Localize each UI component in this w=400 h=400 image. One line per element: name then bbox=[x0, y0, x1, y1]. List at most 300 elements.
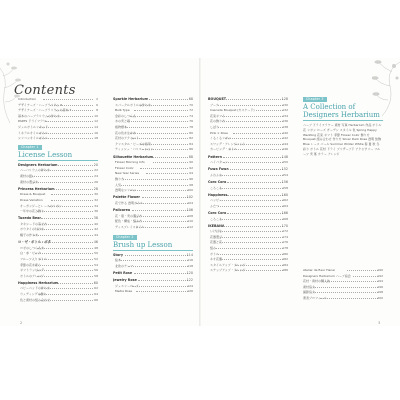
toc-entry-page-number: 178 bbox=[282, 246, 288, 250]
toc-entry-text: ミネラルオイルボトル bbox=[18, 130, 48, 135]
toc-entry-page-number: 52 bbox=[94, 256, 98, 261]
toc-entry bbox=[210, 125, 288, 129]
toc-entry bbox=[115, 284, 193, 288]
toc-entry bbox=[115, 188, 193, 192]
toc-entry bbox=[303, 268, 383, 272]
toc-entry bbox=[115, 258, 193, 262]
toc-entry-page-number: 16 bbox=[94, 130, 98, 135]
toc-entry-page-number: 64 bbox=[94, 292, 98, 296]
toc-entry-text: 花束ギフト bbox=[210, 113, 226, 118]
toc-entry bbox=[115, 142, 193, 146]
toc-section-heading-page-number: 38 bbox=[93, 216, 98, 221]
toc-entry-page-number: 126 bbox=[187, 289, 193, 294]
toc-entry-text: Bulb Type bbox=[115, 108, 130, 113]
toc-section-heading-text: Designers Herbarium bbox=[18, 162, 58, 167]
toc-entry-page-number: 164 bbox=[282, 203, 288, 208]
toc-entry-text: Introduction bbox=[18, 97, 37, 101]
toc-entry-page-number: 80 bbox=[189, 130, 193, 135]
toc-entry bbox=[20, 222, 98, 226]
toc-entry bbox=[115, 171, 193, 175]
toc-entry-text: オーガンジーとレースのリボン bbox=[20, 203, 62, 208]
toc-entry bbox=[210, 119, 288, 123]
chapter-title: Brush up Lesson bbox=[113, 240, 173, 249]
toc-entry-page-number: 130 bbox=[282, 102, 288, 107]
toc-entry-page-number: 168 bbox=[282, 216, 288, 221]
toc-entry bbox=[210, 198, 288, 202]
toc-entry-text: 花の飾り方 bbox=[210, 119, 226, 124]
toc-entry-page-number: 44 bbox=[94, 233, 98, 237]
toc-entry-page-number: 96 bbox=[189, 176, 193, 181]
toc-entry bbox=[20, 192, 98, 196]
toc-entry bbox=[20, 204, 98, 208]
toc-entry bbox=[20, 251, 98, 255]
toc-entry-page-number: 42 bbox=[94, 227, 98, 232]
toc-entry-text: 白・赤・ピンク bbox=[20, 251, 41, 256]
toc-section-heading-page-number: 88 bbox=[188, 154, 193, 159]
toc-section-heading-text: Pattern bbox=[208, 154, 222, 159]
toc-entry bbox=[20, 198, 98, 202]
toc-entry-text: ボウタイの付け方 bbox=[20, 227, 44, 232]
toc-section-heading bbox=[113, 208, 193, 212]
toc-entry-page-number: 30 bbox=[94, 192, 98, 197]
toc-entry-text: ふたつ bbox=[210, 203, 220, 208]
toc-entry-text: ハーバリウムの作り方 bbox=[20, 168, 50, 173]
chapter-title: Designers Herbarium bbox=[303, 111, 380, 119]
toc-entry bbox=[20, 168, 98, 172]
toc-entry bbox=[210, 252, 288, 256]
toc-entry-text: ころころ bbox=[210, 216, 223, 221]
toc-section-heading-text: Coro Coro bbox=[208, 210, 227, 215]
toc-entry-page-number: 162 bbox=[282, 198, 288, 203]
toc-entry bbox=[20, 298, 98, 302]
toc-section-heading bbox=[208, 167, 288, 171]
toc-entry-page-number: 132 bbox=[282, 108, 288, 113]
toc-entry-page-number: 142 bbox=[282, 136, 288, 141]
toc-entry-text: ハイパターン bbox=[210, 160, 228, 165]
toc-entry bbox=[115, 166, 193, 170]
toc-entry bbox=[115, 225, 193, 229]
toc-entry-page-number: 192 bbox=[377, 273, 383, 278]
toc-section-heading bbox=[208, 180, 288, 184]
toc-section-heading-page-number: 68 bbox=[188, 97, 193, 101]
toc-entry-text: Media Rose bbox=[115, 289, 133, 294]
toc-entry bbox=[303, 285, 383, 289]
toc-entry-text: 組み bbox=[210, 246, 217, 250]
toc-entry-text: ベビーベッドの作り方 bbox=[20, 286, 50, 291]
toc-section-heading bbox=[113, 278, 193, 282]
toc-entry-text: ころころ bbox=[210, 185, 223, 190]
toc-entry bbox=[115, 160, 193, 164]
toc-section-heading bbox=[113, 271, 193, 275]
toc-entry-text: ギフトラッピング bbox=[20, 268, 44, 273]
toc-entry-page-number: 8 bbox=[96, 108, 98, 113]
toc-entry-text: 花材のアクセント bbox=[115, 136, 139, 141]
toc-entry bbox=[18, 131, 98, 135]
toc-entry-page-number: 72 bbox=[189, 108, 193, 113]
toc-section-heading bbox=[18, 281, 98, 285]
toc-entry-page-number: 110 bbox=[187, 219, 193, 224]
toc-section-heading bbox=[208, 224, 288, 228]
toc-entry-page-number: 18 bbox=[94, 136, 98, 141]
toc-entry-page-number: 144 bbox=[282, 141, 288, 146]
toc-entry-page-number: 184 bbox=[282, 262, 288, 267]
toc-section-heading-text: Fuwa Fuwa bbox=[208, 167, 229, 172]
toc-entry bbox=[115, 119, 193, 123]
toc-entry-page-number: 62 bbox=[94, 286, 98, 291]
toc-entry-page-number: 86 bbox=[189, 147, 193, 152]
toc-entry-page-number: 150 bbox=[282, 160, 288, 165]
toc-entry-text: スワッグ・アレンジメント bbox=[210, 141, 246, 146]
toc-entry-page-number: 118 bbox=[187, 264, 193, 268]
toc-entry-text: 素材の扱い bbox=[20, 174, 36, 178]
toc-entry-page-number: 36 bbox=[94, 209, 98, 214]
page-number-right: 3 bbox=[378, 321, 381, 325]
toc-entry-text: ボトル bbox=[210, 251, 220, 256]
toc-section-heading bbox=[113, 155, 193, 159]
toc-entry-page-number: 34 bbox=[94, 203, 98, 208]
toc-entry bbox=[303, 274, 383, 278]
toc-entry-text: 絵本 bbox=[115, 258, 122, 263]
toc-entry-text: ふわふわ bbox=[210, 172, 223, 177]
toc-entry-page-number: 58 bbox=[94, 273, 98, 278]
toc-entry-page-number: 158 bbox=[282, 185, 288, 190]
toc-entry-page-number: 56 bbox=[94, 268, 98, 273]
toc-entry bbox=[210, 173, 288, 177]
toc-entry bbox=[18, 119, 98, 123]
toc-section-heading-page-number: 120 bbox=[186, 271, 193, 276]
toc-section-heading-text: IKEBANA bbox=[208, 223, 225, 228]
toc-entry-page-number: 84 bbox=[189, 141, 193, 146]
toc-entry-text: ウェディングの飾り bbox=[20, 292, 47, 296]
toc-entry-page-number: 146 bbox=[282, 147, 288, 152]
toc-section-heading-page-number: 166 bbox=[281, 210, 288, 215]
toc-entry-text: 著者プロフィール bbox=[303, 296, 327, 300]
toc-entry-page-number: 182 bbox=[282, 257, 288, 262]
toc-section-heading-page-number: 122 bbox=[186, 278, 193, 283]
toc-entry-page-number: 194 bbox=[377, 279, 383, 284]
toc-entry-page-number: 140 bbox=[282, 130, 288, 135]
toc-entry bbox=[18, 114, 98, 118]
toc-section-heading-page-number: 28 bbox=[93, 186, 98, 191]
toc-section-heading-page-number: 148 bbox=[281, 154, 288, 159]
toc-entry-text: くるくるリボン bbox=[210, 136, 232, 141]
toc-entry-page-number: 24 bbox=[94, 174, 98, 178]
toc-entry-text: 素材の選び方 bbox=[20, 179, 39, 184]
toc-entry-page-number: 66 bbox=[94, 297, 98, 302]
toc-entry-text: 透明なシリコン bbox=[115, 188, 136, 193]
toc-entry-page-number: 116 bbox=[187, 258, 193, 263]
toc-section-heading bbox=[18, 187, 98, 191]
toc-entry-page-number: 172 bbox=[282, 229, 288, 234]
toc-entry bbox=[115, 183, 193, 187]
toc-section-heading-text: Sparkle Herbarium bbox=[113, 97, 149, 101]
toc-section-heading-text: Jewelry Rose bbox=[113, 278, 137, 283]
toc-entry-text: フルーツ入りボトル bbox=[20, 256, 47, 261]
toc-entry bbox=[20, 209, 98, 213]
toc-section-heading bbox=[18, 216, 98, 220]
toc-entry-page-number: 196 bbox=[377, 284, 383, 289]
toc-entry bbox=[210, 204, 288, 208]
toc-entry bbox=[303, 279, 383, 283]
toc-section-heading bbox=[113, 97, 193, 101]
toc-entry bbox=[18, 125, 98, 129]
toc-entry bbox=[210, 240, 288, 244]
toc-entry-text: 北欧のテーマ bbox=[115, 264, 134, 268]
toc-entry-page-number: 124 bbox=[187, 283, 193, 288]
toc-entry bbox=[20, 263, 98, 267]
toc-entry bbox=[210, 147, 288, 151]
toc-entry-text: 配色・構成・組み方 bbox=[115, 219, 143, 224]
toc-entry-page-number: 78 bbox=[189, 125, 193, 129]
toc-section-heading-text: Coro Coro bbox=[208, 179, 227, 184]
toc-section-heading-text: Tuxedo Bear bbox=[18, 216, 41, 221]
toc-entry bbox=[20, 174, 98, 178]
toc-entry bbox=[210, 257, 288, 261]
toc-section-heading bbox=[208, 155, 288, 159]
toc-entry-text: ステップアップ・アレンジ bbox=[210, 268, 246, 273]
toc-entry-page-number: 76 bbox=[189, 119, 193, 124]
toc-entry-text: シリコンオイルボトル bbox=[18, 136, 48, 141]
toc-entry bbox=[20, 180, 98, 184]
toc-entry bbox=[115, 103, 193, 107]
toc-entry-text: 花器と花 bbox=[210, 240, 223, 245]
toc-entry-page-number: 2 bbox=[96, 97, 98, 101]
toc-section-heading bbox=[208, 193, 288, 197]
toc-section-heading-page-number: 170 bbox=[281, 223, 288, 228]
toc-entry bbox=[20, 246, 98, 250]
toc-entry-text: Designers Herbarium ハーブ協会 bbox=[303, 273, 351, 278]
toc-entry-text: 花の色を生かす bbox=[115, 130, 137, 135]
toc-entry-page-number: 186 bbox=[282, 268, 288, 273]
toc-entry bbox=[115, 264, 193, 268]
toc-entry-text: 撮影協力 bbox=[303, 290, 316, 295]
toc-entry-text: スパークルボトルの作り方 bbox=[115, 102, 151, 107]
toc-entry bbox=[210, 235, 288, 239]
toc-entry-page-number: 134 bbox=[282, 113, 288, 118]
chapter-tab: Chapter 1 bbox=[18, 145, 42, 150]
toc-entry-text: 基本のハーブラリウムの作り方 bbox=[18, 113, 60, 118]
toc-entry bbox=[115, 289, 193, 293]
toc-entry-text: 一年中の花と飾り bbox=[20, 209, 45, 214]
toc-entry-text: ハッピー bbox=[210, 198, 222, 203]
chapter-rule bbox=[113, 250, 193, 251]
toc-entry bbox=[115, 125, 193, 129]
floral-ornament-right bbox=[372, 58, 400, 118]
toc-entry bbox=[20, 227, 98, 231]
toc-entry bbox=[20, 286, 98, 290]
toc-entry-text: クリスタル・ビーズの使用 bbox=[115, 141, 151, 146]
toc-section-heading-text: Happiness bbox=[208, 192, 228, 197]
toc-entry-text: Flower Morning Info bbox=[115, 160, 145, 165]
toc-entry bbox=[210, 217, 288, 221]
toc-entry-text: タキシードの着せ方 bbox=[20, 221, 47, 226]
toc-entry-page-number: 12 bbox=[94, 119, 98, 124]
toc-section-heading-text: Palicorea bbox=[113, 207, 131, 212]
toc-entry-page-number: 98 bbox=[189, 182, 193, 187]
toc-entry-text: 木の実と葉 bbox=[115, 119, 131, 124]
toc-entry-page-number: 14 bbox=[94, 125, 98, 129]
page-number-left: 2 bbox=[20, 321, 23, 325]
toc-entry-page-number: 136 bbox=[282, 119, 288, 124]
toc-entry-text: Dress Variation bbox=[20, 197, 43, 202]
toc-section-heading-text: Palette Flower bbox=[113, 195, 141, 200]
toc-section-heading-text: Princess Herbarium bbox=[18, 186, 55, 191]
toc-entry-page-number: 22 bbox=[94, 168, 98, 173]
toc-entry-text: 色と素材の組み合わせ bbox=[20, 297, 51, 302]
toc-entry bbox=[20, 257, 98, 261]
toc-entry-text: ロゼのしつらえ方 bbox=[20, 245, 45, 250]
toc-section-heading bbox=[113, 195, 193, 199]
toc-entry-text: カービング・ボトル bbox=[210, 147, 237, 152]
toc-section-heading-page-number: 114 bbox=[186, 252, 193, 257]
toc-entry-text: 飾り方 bbox=[115, 176, 125, 181]
chapter-rule bbox=[18, 160, 98, 161]
toc-entry bbox=[20, 292, 98, 296]
toc-entry bbox=[18, 108, 98, 112]
toc-entry-page-number: 200 bbox=[377, 296, 383, 300]
toc-section-heading-text: BOUQUET bbox=[208, 97, 226, 101]
toc-entry-text: ディスプレイスタイル bbox=[115, 224, 145, 229]
toc-entry-text: デザイナーズ・ハーブラリウム 5 bbox=[18, 102, 63, 107]
toc-entry bbox=[115, 201, 193, 205]
chapter-tab: Chapter 3 bbox=[303, 97, 327, 102]
chapter-title: A Collection of bbox=[303, 103, 356, 111]
toc-section-heading-page-number: 102 bbox=[186, 195, 193, 200]
toc-section-heading-page-number: 128 bbox=[281, 97, 288, 101]
toc-entry bbox=[115, 214, 193, 218]
toc-entry bbox=[210, 160, 288, 164]
toc-entry-page-number: 176 bbox=[282, 240, 288, 245]
toc-entry bbox=[210, 268, 288, 272]
toc-entry-text: 素材協力 bbox=[303, 284, 316, 289]
toc-entry-text: 花器選び bbox=[210, 234, 223, 239]
toc-entry bbox=[210, 142, 288, 146]
toc-entry-text: ネオ花器 bbox=[210, 257, 223, 262]
toc-section-heading-text: ロ・ゼ・ボトル・ボタ bbox=[18, 240, 51, 245]
toc-entry-text: いけばな bbox=[210, 229, 223, 234]
toc-entry-page-number: 94 bbox=[189, 171, 193, 176]
toc-entry bbox=[115, 136, 193, 140]
toc-entry bbox=[20, 233, 98, 237]
toc-entry-text: Dress & Bouquet bbox=[20, 192, 46, 197]
toc-entry-page-number: 26 bbox=[94, 179, 98, 184]
toc-entry bbox=[115, 114, 193, 118]
toc-entry bbox=[210, 229, 288, 233]
toc-section-heading-page-number: 152 bbox=[281, 167, 288, 172]
toc-section-heading-page-number: 106 bbox=[186, 207, 193, 212]
toc-entry-text: 金彩のしつらえ bbox=[115, 113, 137, 118]
toc-entry bbox=[115, 131, 193, 135]
toc-entry-page-number: 112 bbox=[187, 224, 193, 229]
toc-entry bbox=[115, 147, 193, 151]
toc-entry-text: 花で作る 透明ボトル bbox=[115, 200, 143, 205]
toc-entry-text: 人気 bbox=[115, 182, 122, 187]
book-spine bbox=[199, 58, 201, 326]
toc-section-heading bbox=[18, 240, 98, 244]
toc-entry-page-number: 180 bbox=[282, 251, 288, 256]
toc-entry-text: ボトルのアレンジ bbox=[20, 273, 44, 278]
toc-entry-page-number: 90 bbox=[189, 160, 193, 165]
toc-section-heading-page-number: 60 bbox=[93, 280, 98, 285]
toc-entry-page-number: 100 bbox=[187, 188, 193, 193]
toc-entry-text: 植物標本 bbox=[115, 125, 128, 129]
toc-entry-page-number: 50 bbox=[94, 251, 98, 256]
contents-title: Contents bbox=[14, 83, 76, 98]
toc-entry-text: 花材・資材の購入先 bbox=[303, 279, 331, 284]
toc-entry-text: Flower Color bbox=[115, 165, 134, 170]
toc-entry-text: ブーケ bbox=[210, 102, 219, 107]
toc-entry bbox=[303, 290, 383, 294]
toc-entry-text: 季節の花を使う bbox=[20, 262, 42, 267]
toc-section-heading-page-number: 156 bbox=[281, 179, 288, 184]
toc-entry-page-number: 108 bbox=[187, 213, 193, 218]
chapter-rule bbox=[303, 120, 383, 121]
toc-entry-page-number: 138 bbox=[282, 125, 288, 129]
toc-entry bbox=[20, 274, 98, 278]
toc-entry-page-number: 154 bbox=[282, 172, 288, 177]
toc-entry-page-number: 190 bbox=[377, 268, 383, 272]
toc-entry bbox=[210, 103, 288, 107]
toc-entry bbox=[115, 219, 193, 223]
toc-entry bbox=[210, 136, 288, 140]
toc-entry bbox=[20, 268, 98, 272]
toc-section-heading-text: Silhouette Herbarium bbox=[113, 154, 154, 159]
toc-entry-page-number: 82 bbox=[189, 136, 193, 141]
toc-entry-text: スタイルアップ・アレンジ bbox=[210, 262, 246, 267]
toc-entry-page-number: 104 bbox=[187, 200, 193, 205]
chapter-tab: Chapter 2 bbox=[113, 235, 137, 240]
toc-section-heading-text: Petit Rose bbox=[113, 271, 133, 276]
toc-section-heading-page-number: 20 bbox=[93, 162, 98, 167]
toc-entry-text: Atelier de fleur Hanai bbox=[303, 268, 335, 272]
toc-entry bbox=[18, 97, 98, 101]
toc-entry-page-number: 174 bbox=[282, 234, 288, 239]
toc-entry-text: Cascade Bouquet (カスケード) bbox=[210, 108, 255, 113]
toc-section-heading-text: Happiness Herbarium bbox=[18, 280, 59, 285]
toc-entry-text: ティッシュ・バリエーション bbox=[115, 147, 154, 152]
toc-entry-text: ジュエリーローズ bbox=[115, 283, 139, 288]
toc-entry-page-number: 32 bbox=[94, 197, 98, 202]
toc-entry-page-number: 6 bbox=[96, 102, 98, 107]
toc-entry-text: ジェルボトルリキッド bbox=[18, 125, 48, 129]
chapter-description: ハーブ ドライフラワー 素材 写真 Herbarium 作品 ボトル 花 リボン ローズ ガーデン スタイル 色 Spring Happy Wedding 花束 ギフト 季節 Flower Color 飾り方 Bouquet 組み合わせ 作り方 Silver Dark Rose 透明 装飾 Blue レース パール Summer Winter White 春 夏 秋 冬 彩り ボトル 花材 ドライ プリザーブド アクセサリー フルーツ 実 葉 カラー アレンジ bbox=[303, 123, 382, 156]
toc-entry-text: New Year Series bbox=[115, 171, 140, 176]
chapter-title: License Lesson bbox=[18, 150, 73, 159]
toc-section-heading-page-number: 160 bbox=[281, 192, 288, 197]
toc-entry-page-number: 40 bbox=[94, 221, 98, 226]
toc-entry-text: 花・葉・実の選び方 bbox=[115, 213, 143, 218]
toc-entry-page-number: 10 bbox=[94, 113, 98, 118]
toc-entry-text: 帽子の作り方 bbox=[20, 233, 39, 237]
toc-entry-page-number: 54 bbox=[94, 262, 98, 267]
toc-entry-text: PARTS ドライフラワー bbox=[18, 119, 50, 124]
toc-entry-page-number: 70 bbox=[189, 102, 193, 107]
toc-section-heading bbox=[208, 97, 288, 101]
toc-section-heading bbox=[18, 163, 98, 167]
toc-entry bbox=[210, 263, 288, 267]
toc-entry bbox=[210, 114, 288, 118]
toc-entry bbox=[18, 136, 98, 140]
toc-entry bbox=[303, 296, 383, 300]
toc-entry bbox=[210, 108, 288, 112]
toc-entry-page-number: 198 bbox=[377, 290, 383, 295]
toc-entry-text: しぼり bbox=[210, 125, 220, 129]
toc-section-heading bbox=[208, 211, 288, 215]
toc-entry bbox=[115, 177, 193, 181]
toc-entry-text: デザイナーズ・ハーブラリウムの基本 7 bbox=[18, 108, 72, 113]
toc-entry-page-number: 48 bbox=[94, 245, 98, 250]
toc-entry-page-number: 74 bbox=[189, 113, 193, 118]
